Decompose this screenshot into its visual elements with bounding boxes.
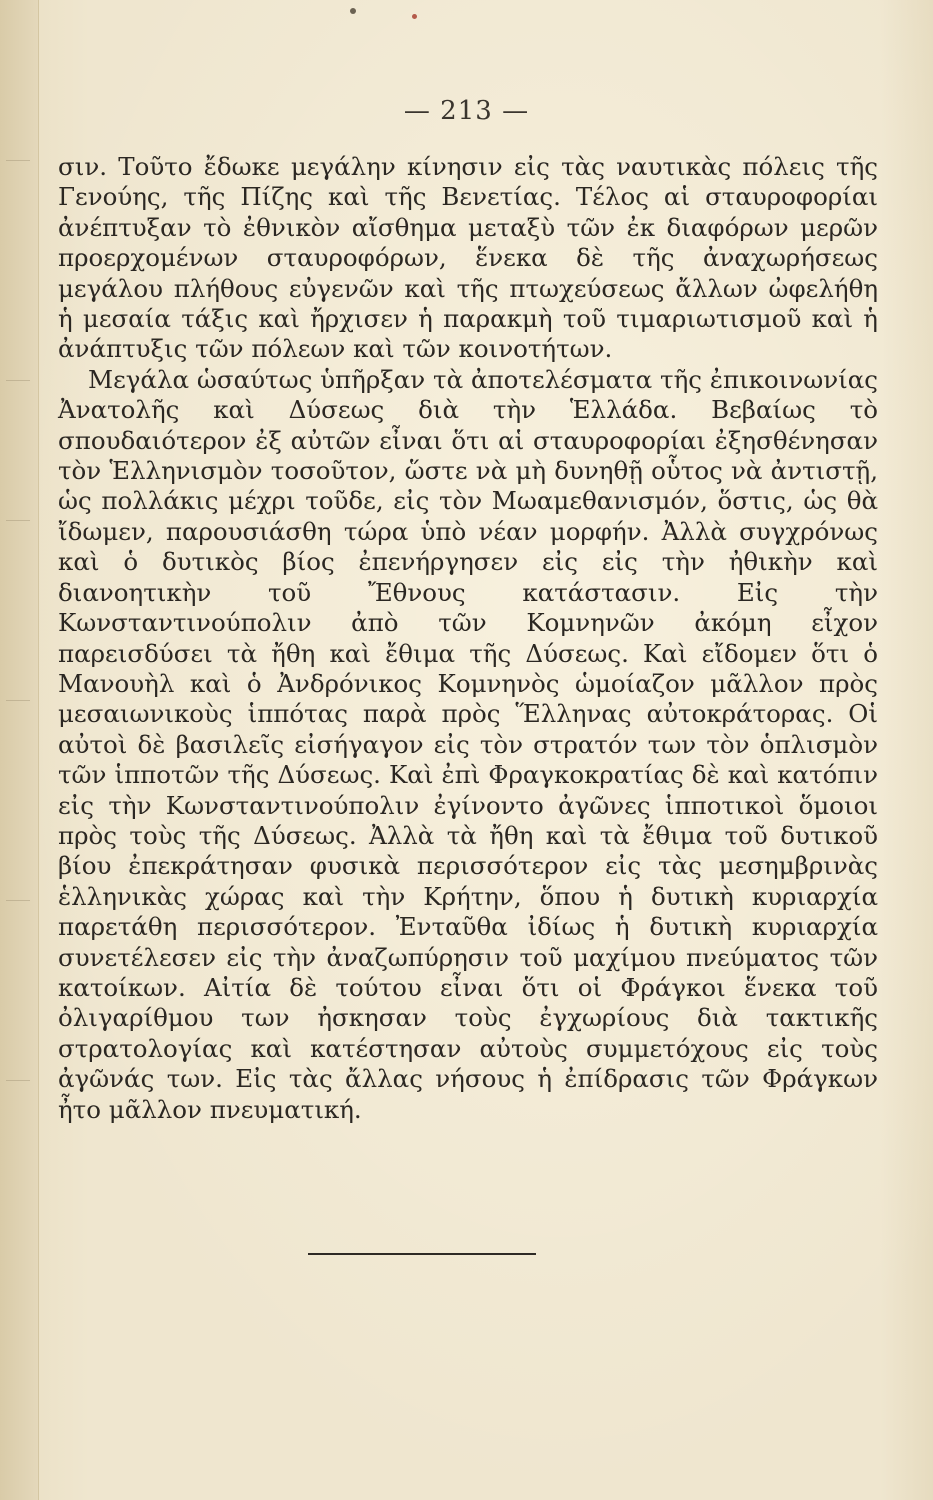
page-number: — 213 — [403, 96, 530, 126]
paragraph: Μεγάλα ὡσαύτως ὑπῆρξαν τὰ ἀποτελέσματα τῆς ἐπικοινωνίας Ἀνατολῆς καὶ Δύσεως διὰ τὴν Ἑλλάδα. Βεβαίως τὸ σπουδαιότερον ἐξ αὐτῶν εἶναι ὅτι αἱ σταυροφορίαι ἐξησθένησαν τὸν Ἑλληνισμὸν τοσοῦτον, ὥστε νὰ μὴ δυνηθῇ οὗτος νὰ ἀντιστῇ, ὡς πολλάκις μέχρι τοῦδε, εἰς τὸν Μωαμεθανισμόν, ὅστις, ὡς θὰ ἴδωμεν, παρουσιάσθη τώρα ὑπὸ νέαν μορφήν. Ἀλλὰ συγχρόνως καὶ ὁ δυτικὸς βίος ἐπενήργησεν εἰς εἰς τὴν ἠθικὴν καὶ διανοητικὴν τοῦ Ἔθνους κατάστασιν. Εἰς τὴν Κωνσταντινούπολιν ἀπὸ τῶν Κομνηνῶν ἀκόμη εἶχον παρεισδύσει τὰ ἤθη καὶ ἔθιμα τῆς Δύσεως. Καὶ εἴδομεν ὅτι ὁ Μανουὴλ καὶ ὁ Ἀνδρόνικος Κομνηνὸς ὡμοίαζον μᾶλλον πρὸς μεσαιωνικοὺς ἱππότας παρὰ πρὸς Ἕλληνας αὐτοκράτορας. Οἱ αὐτοὶ δὲ βασιλεῖς εἰσήγαγον εἰς τὸν στρατόν των τὸν ὁπλισμὸν τῶν ἱπποτῶν τῆς Δύσεως. Καὶ ἐπὶ Φραγκοκρατίας δὲ καὶ κατόπιν εἰς τὴν Κωνσταντινούπολιν ἐγίνοντο ἀγῶνες ἱπποτικοὶ ὅμοιοι πρὸς τοὺς τῆς Δύσεως. Ἀλλὰ τὰ ἤθη καὶ τὰ ἔθιμα τοῦ δυτικοῦ βίου ἐπεκράτησαν φυσικὰ περισσότερον εἰς τὰς μεσημβρινὰς ἑλληνικὰς χώρας καὶ τὴν Κρήτην, ὅπου ἡ δυτικὴ κυριαρχία παρετάθη περισσότερον. Ἐνταῦθα ἰδίως ἡ δυτικὴ κυριαρχία συνετέλεσεν εἰς τὴν ἀναζωπύρησιν τοῦ μαχίμου πνεύματος τῶν κατοίκων. Αἰτία δὲ τούτου εἶναι ὅτι οἱ Φράγκοι ἕνεκα τοῦ ὀλιγαρίθμου των ἠσκησαν τοὺς ἐγχωρίους διὰ τακτικῆς στρατολογίας καὶ κατέστησαν αὐτοὺς συμμετόχους εἰς τοὺς ἀγῶνάς των. Εἰς τὰς ἄλλας νήσους ἡ ἐπίδρασις τῶν Φράγκων ἦτο μᾶλλον πνευματική. [58, 364, 878, 1124]
gutter-mark [6, 160, 30, 171]
gutter-mark [6, 700, 30, 711]
body-text [58, 152, 878, 1125]
section-divider [308, 1253, 536, 1255]
gutter-mark [6, 900, 30, 911]
gutter-mark [6, 380, 30, 391]
gutter-mark [6, 1080, 30, 1091]
gutter-mark [6, 520, 30, 531]
paragraph: σιν. Τοῦτο ἔδωκε μεγάλην κίνησιν εἰς τὰς ναυτικὰς πόλεις τῆς Γενούης, τῆς Πίζης καὶ τῆς Βενετίας. Τέλος αἱ σταυροφορίαι ἀνέπτυξαν τὸ ἐθνικὸν αἴσθημα μεταξὺ τῶν ἐκ διαφόρων μερῶν προερχομένων σταυροφόρων, ἕνεκα δὲ τῆς ἀναχωρήσεως μεγάλου πλήθους εὐγενῶν καὶ τῆς πτωχεύσεως ἄλλων ὠφελήθη ἡ μεσαία τάξις καὶ ἤρχισεν ἡ παρακμὴ τοῦ τιμαριωτισμοῦ καὶ ἡ ἀνάπτυξις τῶν πόλεων καὶ τῶν κοινοτήτων. [58, 152, 878, 364]
ink-speck [350, 8, 356, 14]
binding-gutter [0, 0, 39, 1500]
ink-speck [412, 14, 417, 19]
